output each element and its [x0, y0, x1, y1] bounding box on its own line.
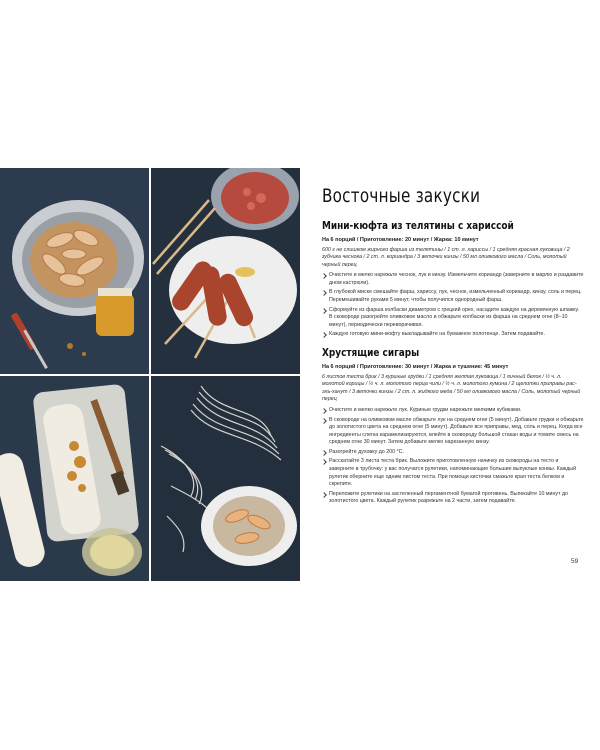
- recipe-text-column: [322, 186, 584, 508]
- recipe1-step: Очистите и мелко нарежьте чеснок, лук и кинзу. Измельчите кориандр (заверните в марлю и раздавите дном кастрюли).: [322, 272, 584, 287]
- recipe1-step: Каждую готовую мини-кюфту выкладывайте на бумажное полотенце. Затем подавайте.: [322, 331, 584, 339]
- recipe2-meta: На 6 порций / Приготовление: 30 минут / Жарка и тушение: 45 минут: [322, 364, 509, 371]
- recipe2-step: Очистите и мелко нарежьте лук. Куриные грудки нарежьте мелкими кубиками.: [322, 407, 584, 415]
- photo-collage: [0, 168, 300, 581]
- recipe1-ingredients: 600 г не слишком жирного фарша из телятины / 1 ст. л. хариссы / 1 средняя красная луковица / 2 зубчика чеснока / 2 ст. л. кориандра / 3 веточки кинзы / 50 мл оливкового масла / Соль, молотый черный перец: [322, 246, 570, 268]
- recipe1-step: Сформуйте из фарша колбаски диаметром с грецкий орех, насадите каждую на деревянную шпажку. В сковороде разогрейте оливковое масло и обжарьте колбаски из фарша на среднем огне (8–10 минут), периодически переворачивая.: [322, 307, 584, 330]
- recipe2-step: Переложите рулетики на застеленный пергаментной бумагой противень. Выпекайте 10 минут до золотистого цвета. Каждый рулетик разрежьте на 2 части, затем подавайте.: [322, 491, 584, 506]
- recipe2-title: Хрустящие сигары: [322, 347, 420, 360]
- photo-wrapping-cigars: [0, 376, 149, 581]
- photo-noodles-shrimp: [151, 376, 300, 581]
- recipe1-meta: На 6 порций / Приготовление: 20 минут / Жарка: 10 минут: [322, 237, 479, 243]
- page-number: 59: [571, 558, 579, 565]
- recipe2-ingredients: 6 листов теста брик / 3 куриные грудки / 1 средняя желтая луковица / 1 яичный белок / ½ ч. л. молотой корицы / ½ ч. л. молотого перца чили / ½ ч. л. молотого кумина / 2 щепотки приправы рас-эль-ханут / 3 веточки кинзы / 2 ст. л. жидкого меда / 50 мл оливкового масла / Соль, молотый черный перец: [322, 373, 581, 403]
- photo-shrimp-bowl: [0, 168, 149, 374]
- recipe2-step: В сковороде на оливковом масле обжарьте лук на среднем огне (5 минут). Добавьте грудки и обжарьте до золотистого цвета на среднем огне (5 минут). Добавьте все приправы, мед, соль и перец. Когда все ингредиенты слегка карамелизируются, влейте в сковороду большой стакан воды и томите смесь на среднем огне 30 минут. Затем добавьте мелко нарезанную кинзу.: [322, 417, 584, 447]
- page-title: Восточные закуски: [322, 186, 481, 207]
- photo-kofta-plate: [151, 168, 300, 374]
- recipe1-step: В глубокой миске смешайте фарш, хариссу, лук, чеснок, измельченный кориандр, кинзу, соль и перец. Перемешивайте руками 5 минут, чтобы получился однородный фарш.: [322, 289, 584, 304]
- recipe2-step: Разогрейте духовку до 200 °С.: [322, 449, 584, 457]
- recipe1-title: Мини-кюфта из телятины с хариссой: [322, 220, 514, 232]
- recipe2-step: Расскатайте 3 листа теста брик. Выложите приготовленную начинку из сковороды на тесто и заверните в трубочку: у вас получатся рулетики, напоминающие большие выпуклые конвы. Каждый рулетик оберните еще одним листом теста. При помощи кисточки смажьте края теста белком и скрепите.: [322, 458, 584, 488]
